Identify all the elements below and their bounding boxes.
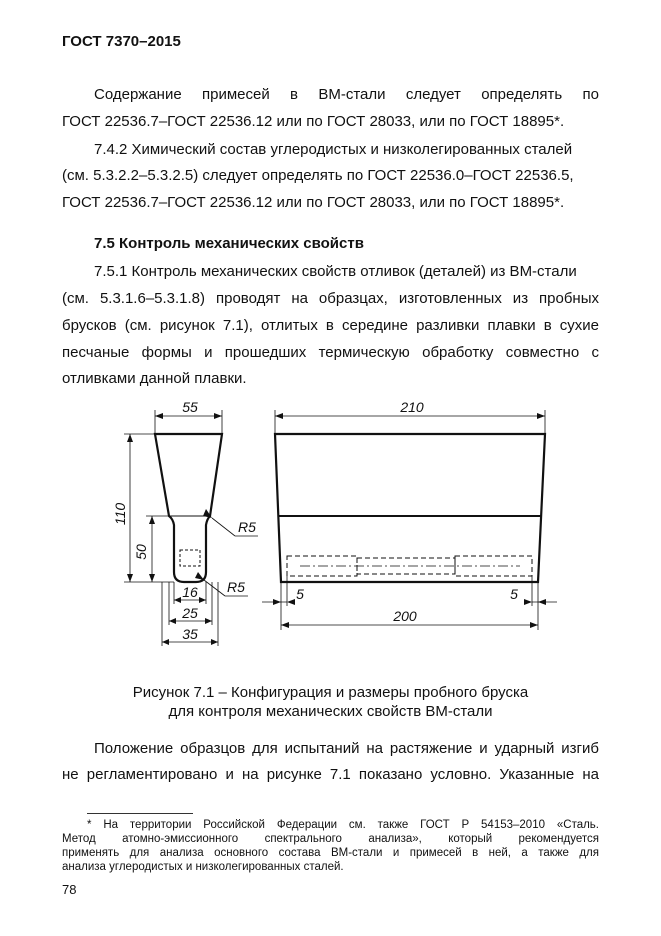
paragraph-line: 7.5.1 Контроль механических свойств отливок (деталей) из ВМ-стали [94, 263, 577, 280]
test-bar-drawing [105, 398, 575, 658]
paragraph-line: брусков (см. рисунок 7.1), отлитых в середине разливки плавки в сухие [62, 317, 599, 334]
dim-length-bottom: 200 [393, 608, 417, 624]
paragraph-line: отливками данной плавки. [62, 370, 247, 387]
paragraph-line: (см. 5.3.2.2–5.3.2.5) следует определять по ГОСТ 22536.0–ГОСТ 22536.5, [62, 167, 574, 184]
dim-bottom-35: 35 [182, 626, 198, 642]
dim-bottom-25: 25 [182, 605, 198, 621]
dim-top-width: 55 [182, 399, 198, 415]
dim-height-total: 110 [112, 502, 128, 526]
footnote-line: применять для анализа основного состава ВМ-стали и примесей в ней, а также для [62, 847, 599, 859]
dim-height-lower: 50 [133, 544, 149, 560]
dim-radius-upper: R5 [238, 519, 256, 535]
dim-offset-left: 5 [296, 586, 304, 602]
footnote-line: Метод атомно-эмиссионного спектрального анализа», который рекомендуется [62, 833, 599, 845]
dim-bottom-16: 16 [182, 584, 198, 600]
paragraph-line: не регламентировано и на рисунке 7.1 показано условно. Указанные на [62, 766, 599, 783]
paragraph-line: (см. 5.3.1.6–5.3.1.8) проводят на образцах, изготовленных из пробных [62, 290, 599, 307]
dim-length-top: 210 [400, 399, 424, 415]
dim-radius-lower: R5 [227, 579, 245, 595]
footnote-line: анализа углеродистых и низколегированных сталей. [62, 861, 344, 873]
dim-offset-right: 5 [510, 586, 518, 602]
page-number: 78 [62, 882, 77, 897]
paragraph-line: Положение образцов для испытаний на растяжение и ударный изгиб [94, 740, 599, 757]
document-header: ГОСТ 7370–2015 [62, 33, 181, 50]
footnote-divider [87, 813, 193, 814]
figure-caption: Рисунок 7.1 – Конфигурация и размеры пробного бруска [132, 684, 529, 701]
paragraph-line: Содержание примесей в ВМ-стали следует определять по [94, 86, 599, 103]
section-heading: 7.5 Контроль механических свойств [94, 235, 364, 252]
paragraph-line: песчаные формы и прошедших термическую обработку совместно с [62, 344, 599, 361]
paragraph-line: ГОСТ 22536.7–ГОСТ 22536.12 или по ГОСТ 28033, или по ГОСТ 18895*. [62, 194, 565, 211]
figure-caption: для контроля механических свойств ВМ-стали [168, 703, 493, 720]
paragraph-line: 7.4.2 Химический состав углеродистых и низколегированных сталей [94, 141, 573, 158]
footnote-line: * На территории Российской Федерации см. также ГОСТ Р 54153–2010 «Сталь. [87, 819, 599, 831]
paragraph-line: ГОСТ 22536.7–ГОСТ 22536.12 или по ГОСТ 28033, или по ГОСТ 18895*. [62, 113, 565, 130]
